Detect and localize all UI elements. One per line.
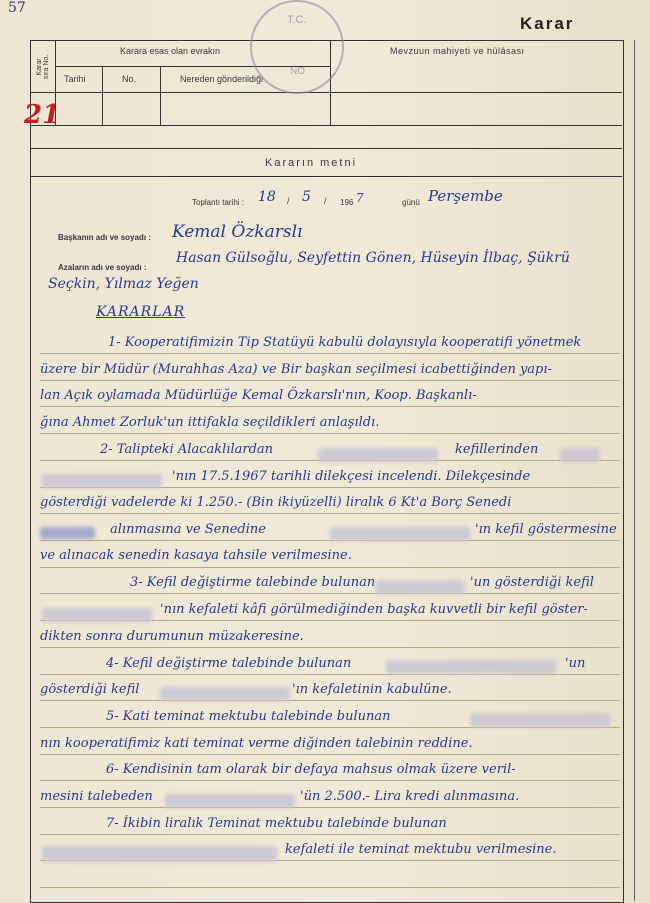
- meeting-year-prefix: 196: [340, 198, 354, 207]
- president-name: Kemal Özkarslı: [172, 222, 303, 242]
- decision-text: ve alınacak senedin kasaya tahsile verilmesine.: [40, 548, 352, 563]
- evrak-heading: Karara esas olan evrakın: [120, 46, 221, 56]
- ruled-line: [40, 754, 620, 755]
- ruled-line: [40, 700, 620, 701]
- meeting-day: 18: [258, 189, 276, 205]
- ruled-line: [40, 887, 620, 888]
- redacted-name: [165, 794, 295, 808]
- decision-text: 'un gösterdiği kefil: [470, 575, 594, 590]
- page-title: Karar: [520, 14, 575, 33]
- section-title: Kararın metni: [265, 157, 358, 169]
- redacted-name: [42, 846, 277, 862]
- ruled-line: [40, 380, 620, 381]
- decision-text: gösterdiği vadelerde ki 1.250.- (Bin ikiyüzelli) liralık 6 Kt'a Borç Senedi: [40, 495, 512, 510]
- redacted-name: [318, 448, 438, 462]
- redacted-name: [375, 580, 465, 594]
- stamp-tc: T.C.: [287, 14, 307, 26]
- decision-text: mesini talebeden: [40, 789, 153, 804]
- decision-text: 7- İkibin liralık Teminat mektubu talebinde bulunan: [106, 816, 447, 831]
- members-label: Azaların adı ve soyadı :: [58, 263, 147, 272]
- decision-text: 'ın kefaletinin kabulüne.: [292, 682, 452, 697]
- decision-text: kefaleti ile teminat mektubu verilmesine.: [285, 842, 557, 857]
- decision-text: ğına Ahmet Zorluk'un ittifakla seçildikleri anlaşıldı.: [40, 415, 380, 430]
- decision-text: lan Açık oylamada Müdürlüğe Kemal Özkarslı'nın, Koop. Başkanlı-: [40, 388, 477, 403]
- members-line-1: Hasan Gülsoğlu, Seyfettin Gönen, Hüseyin İlbaç, Şükrü: [176, 250, 570, 266]
- decision-text: kefillerinden: [455, 442, 539, 457]
- ruled-line: [40, 353, 620, 354]
- page-number: 57: [8, 0, 26, 16]
- ruled-line: [40, 780, 620, 781]
- section-rule: [30, 176, 622, 177]
- redacted-name: [470, 713, 610, 727]
- redacted-name: [42, 474, 162, 488]
- document-page: 57 Karar Karar sıra No. Karara esas olan evrakın Tarihi No. Nereden gönderildiği Mevzuun mahiyeti ve hülâsası 21 T.C. NO Kararın metni Toplantı tarihi : 18 / 5 / 196 7 günü Perşembe Başkanın adı ve soyadı : Kemal Özkarslı Azaların adı ve soyadı : Hasan Gülsoğlu, Seyfettin Gönen, Hüseyin İlbaç, Şükrü Seçkin, Yılmaz Yeğen KARARLAR 1- Kooperatifimizin Tip Statüyü kabulü dolayısıyla kooperatifi yönetmek üzere bir Müdür (Murahhas Aza) ve Bir başkan seçilmesi icabettiğinden yapı- lan Açık oylamada Müdürlüğe Kemal Özkarslı'nın, Koop. Başkanlı- ğına Ahmet Zorluk'un ittifakla seçildikleri anlaşıldı. 2- Talipteki Alacaklılardan kefillerinden 'nın 17.5.1967 tarihli dilekçesi incelendi. Dilekçesinde gösterdiği vadelerde ki 1.250.- (Bin ikiyüzelli) liralık 6 Kt'a Borç Senedi alınmasına ve Senedine 'ın kefil göstermesine ve alınacak senedin kasaya tahsile verilmesine. 3- Kefil değiştirme talebinde bulunan 'un gösterdiği kefil 'nın kefaleti kâfi görülmediğinden başka kuvvetli bir kefil göster- dikten sonra durumunun müzakeresine. 4- Kefil değiştirme talebinde bulunan 'un gösterdiği kefil 'ın kefaletinin kabulüne. 5- Kati teminat mektubu talebinde bulunan nın kooperatifimiz kati teminat verme diğinden talebinin reddine. 6- Kendisinin tam olarak bir defaya mahsus olmak üzere veril- mesini talebeden 'ün 2.500.- Lira kredi alınmasına. 7- İkibin liralık Teminat mektubu talebinde bulunan kefaleti ile teminat mektubu verilmesine.: [0, 0, 650, 901]
- redacted-name: [160, 687, 290, 701]
- number-row-rule: [30, 148, 622, 149]
- decision-text: 'ın kefil göstermesine: [475, 522, 617, 537]
- decision-text: 1- Kooperatifimizin Tip Statüyü kabulü dolayısıyla kooperatifi yönetmek: [108, 335, 582, 350]
- ruled-line: [40, 674, 620, 675]
- redacted-name: [330, 527, 470, 541]
- stamp-no: NO: [290, 66, 305, 77]
- meeting-month: 5: [302, 189, 311, 205]
- decision-text: alınmasına ve Senedine: [110, 522, 266, 537]
- kararlar-heading: KARARLAR: [96, 304, 186, 320]
- col-rule-3: [102, 66, 103, 125]
- ruled-line: [40, 834, 620, 835]
- decision-text: 'ün 2.500.- Lira kredi alınmasına.: [300, 789, 520, 804]
- decision-text: dikten sonra durumunun müzakeresine.: [40, 629, 304, 644]
- col-nereden: Nereden gönderildiği: [180, 74, 264, 84]
- karar-number: 21: [24, 100, 61, 130]
- col-tarihi: Tarihi: [64, 74, 86, 84]
- redacted-name: [386, 660, 556, 674]
- meeting-year-suffix: 7: [356, 191, 364, 205]
- ruled-line: [40, 513, 620, 514]
- decision-text: üzere bir Müdür (Murahhas Aza) ve Bir başkan seçilmesi icabettiğinden yapı-: [40, 362, 552, 377]
- ruled-line: [40, 807, 620, 808]
- karar-no-label: Karar sıra No.: [36, 54, 50, 80]
- redacted-name: [560, 448, 600, 462]
- col-rule-4: [160, 66, 161, 125]
- header-bottom-rule: [30, 125, 622, 126]
- meeting-weekday: Perşembe: [428, 187, 503, 205]
- ruled-line: [40, 433, 620, 434]
- decision-text: 2- Talipteki Alacaklılardan: [100, 442, 274, 457]
- ruled-line: [40, 727, 620, 728]
- president-label: Başkanın adı ve soyadı :: [58, 233, 151, 242]
- mevzuun-heading: Mevzuun mahiyeti ve hülâsası: [390, 46, 525, 56]
- decision-text: 'nın kefaleti kâfi görülmediğinden başka kuvvetli bir kefil göster-: [160, 602, 588, 617]
- official-stamp: [250, 0, 344, 94]
- members-line-2: Seçkin, Yılmaz Yeğen: [48, 276, 199, 292]
- meeting-date-label: Toplantı tarihi :: [192, 198, 245, 207]
- decision-text: gösterdiği kefil: [40, 682, 140, 697]
- ruled-line: [40, 567, 620, 568]
- header-mid-rule: [30, 92, 622, 93]
- decision-text: 'un: [565, 656, 586, 671]
- col-no: No.: [122, 74, 137, 84]
- ruled-line: [40, 647, 620, 648]
- right-rule: [634, 40, 635, 901]
- decision-text: 6- Kendisinin tam olarak bir defaya mahsus olmak üzere veril-: [106, 762, 516, 777]
- meeting-day-label: günü: [402, 198, 420, 207]
- decision-text: 5- Kati teminat mektubu talebinde bulunan: [106, 709, 391, 724]
- decision-text: 4- Kefil değiştirme talebinde bulunan: [106, 656, 352, 671]
- redacted-name: [42, 608, 152, 622]
- ruled-line: [40, 593, 620, 594]
- decision-text: 3- Kefil değiştirme talebinde bulunan: [130, 575, 376, 590]
- decision-text: nın kooperatifimiz kati teminat verme diğinden talebinin reddine.: [40, 736, 473, 751]
- crossed-out-word: [40, 527, 95, 539]
- ruled-line: [40, 406, 620, 407]
- decision-text: 'nın 17.5.1967 tarihli dilekçesi incelendi. Dilekçesinde: [172, 469, 531, 484]
